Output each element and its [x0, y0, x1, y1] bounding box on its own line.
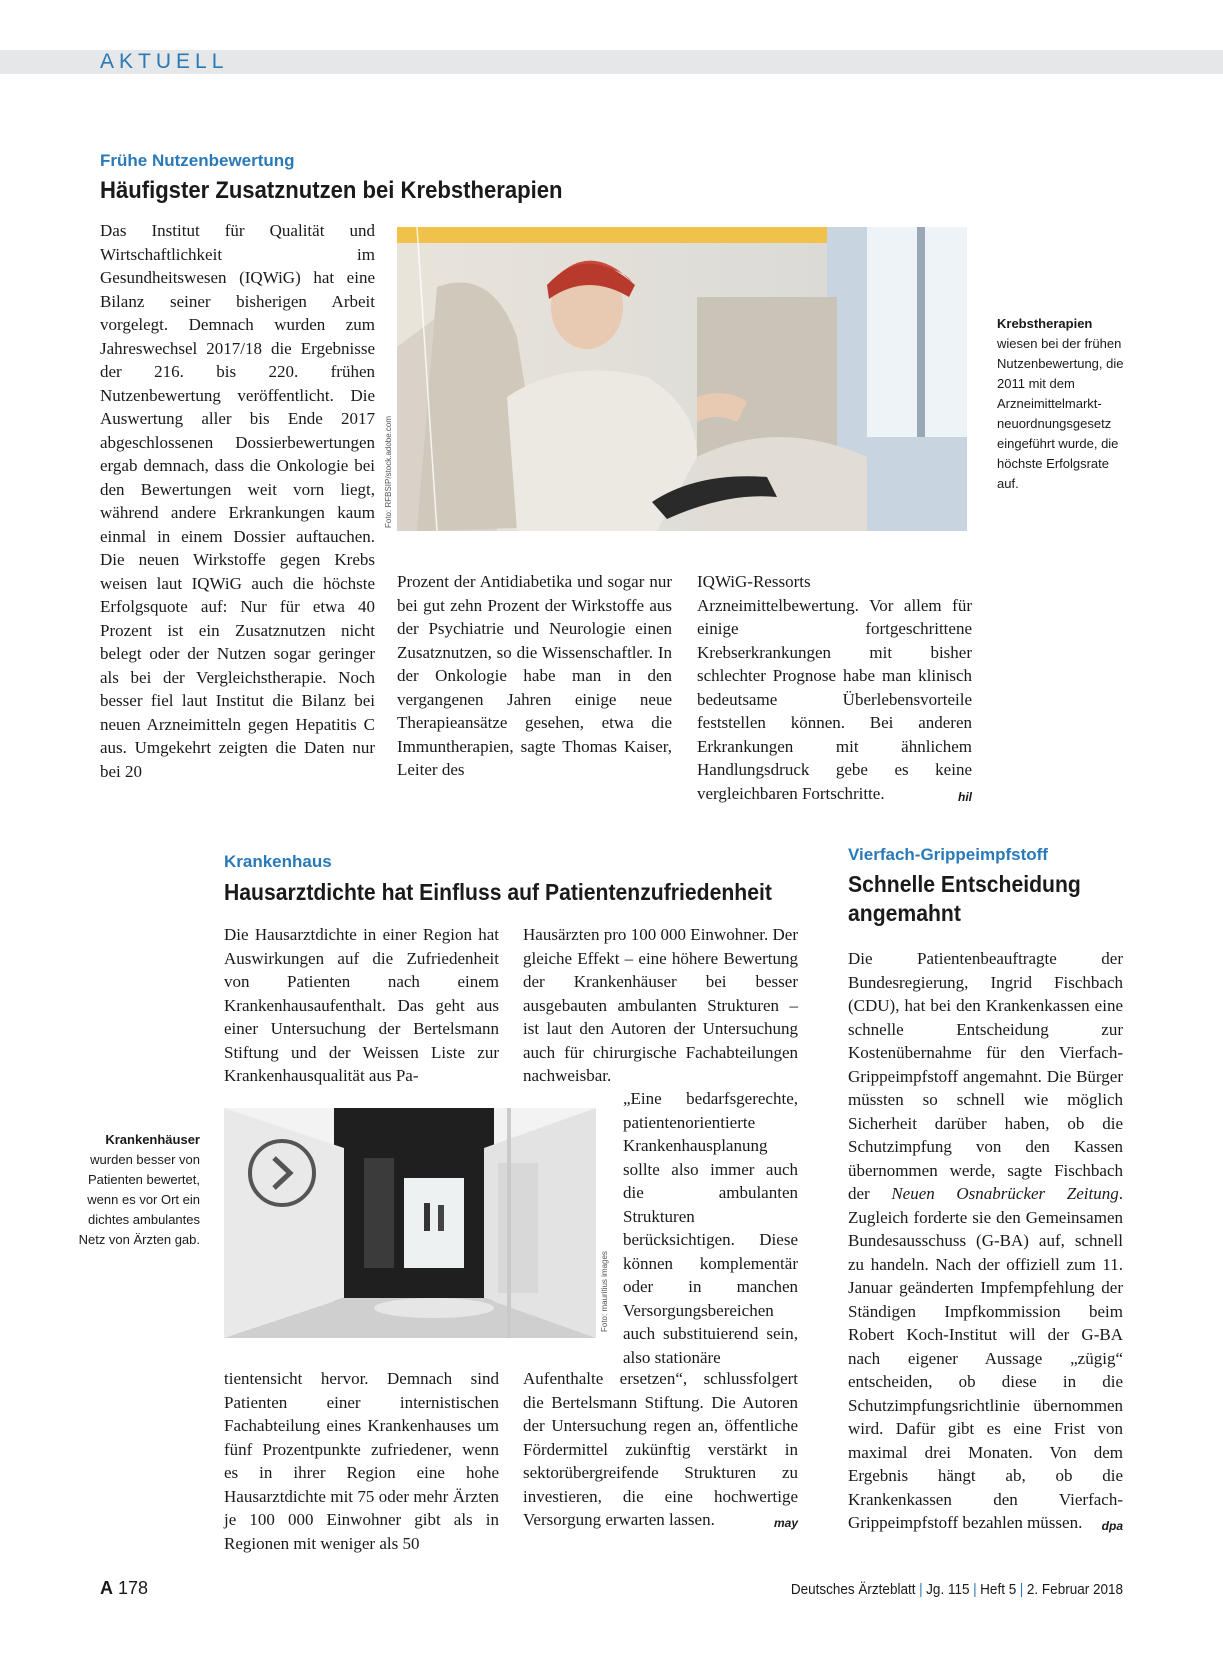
footer-issue: Heft 5 [980, 1581, 1017, 1598]
article2-column-2-bottom [523, 1367, 798, 1532]
article3-body-part2: . Zugleich forderte sie den Gemeinsamen Bundesausschuss (G-BA) auf, schnell zu handeln. Nach der offiziell zum 11. Januar geänderten Impfempfehlung der Ständigen Impfkommission beim Robert Koch-Institut will der G-BA nach eigener Aussage „zügig“ entscheiden, ob diese in die Schutzimpfungsrichtlinie übernommen wird. Dafür gibt es eine Frist von maximal drei Monaten. Von dem Ergebnis hängt ab, ob die Krankenkassen den Vierfach-Grippeimpfstoff bezahlen müssen. [848, 1184, 1123, 1532]
page-number-value: 178 [118, 1578, 149, 1598]
page-number [100, 1578, 148, 1598]
article2-column-1-top: Die Hausarztdichte in einer Region hat Auswirkungen auf die Zufriedenheit von Patienten nach einem Krankenhausaufenthalt. Das geht aus einer Untersuchung der Bertelsmann Stiftung und der Weissen Liste zur Krankenhausqualität aus Pa- [224, 925, 499, 1085]
page-prefix: A [100, 1578, 113, 1598]
footer-separator: | [973, 1581, 977, 1598]
article2-byline: may [773, 1516, 798, 1530]
article2-photo-caption [70, 1130, 200, 1250]
article1-byline: hil [958, 789, 972, 804]
article1-column-3 [697, 570, 972, 805]
article1-column-3-text: IQWiG-Ressorts Arzneimittelbewertung. Vor allem für einige fortgeschrittene Krebserkrankungen mit bisher schlechter Prognose habe man klinisch bedeutsame Überlebensvorteile feststellen können. Bei anderen Erkrankungen mit ähnlichem Handlungsdruck gebe es keine vergleichbaren Fortschritte. [697, 572, 972, 803]
article2-caption-title: Krankenhäuser [105, 1132, 200, 1147]
footer-volume: Jg. 115 [926, 1581, 970, 1598]
article3-byline: dpa [1101, 1519, 1123, 1533]
article3-headline: Schnelle Entscheidung angemahnt [848, 871, 1081, 926]
article1-column-2: Prozent der Antidiabetika und sogar nur bei gut zehn Prozent der Wirkstoffe aus der Psychiatrie und Neurologie einen Zusatznutzen, so die Wissenschaftler. In der Onkologie habe man in den vergangenen Jahren einige neue Therapieansätze gesehen, etwa die Immuntherapien, sagte Thomas Kaiser, Leiter des [397, 572, 672, 779]
footer-publication-info [791, 1580, 1123, 1600]
section-label: AKTUELL [100, 50, 229, 73]
article2-column-1-bottom: tientensicht hervor. Demnach sind Patienten einer internistischen Fachabteilung eines Krankenhauses um fünf Prozentpunkte zufriedener, wenn es in ihrer Region eine hohe Hausarztdichte mit 75 oder mehr Ärzten je 100 000 Einwohner gibt als in Regionen mit weniger als 50 [224, 1369, 499, 1553]
article1-column-1: Das Institut für Qualität und Wirtschaftlichkeit im Gesundheitswesen (IQWiG) hat eine Bilanz seiner bisherigen Arbeit vorgelegt. Demnach wurden zum Jahreswechsel 2017/18 die Ergebnisse der 216. bis 220. frühen Nutzenbewertung veröffentlicht. Die Auswertung aller bis Ende 2017 abgeschlossenen Dossierbewertungen ergab demnach, dass die Onkologie bei den Bewertungen weit vorn liegt, während andere Erkrankungen kaum einmal in einem Dossier auftauchen. Die neuen Wirkstoffe gegen Krebs weisen laut IQWiG auch die höchste Erfolgsquote auf: Nur für etwa 40 Prozent ist ein Zusatznutzen nicht belegt oder der Nutzen sogar geringer als bei der Vergleichstherapie. Noch besser fiel laut Institut die Bilanz bei neuen Arzneimitteln gegen Hepatitis C aus. Umgekehrt zeigten die Daten nur bei 20 [100, 221, 375, 781]
article1-caption-title: Krebstherapien [997, 316, 1093, 331]
article3-body-part1: Die Patientenbeauftragte der Bundesregierung, Ingrid Fischbach (CDU), hat bei den Krankenkassen eine schnelle Entscheidung zur Kostenübernahme für den Vierfach-Grippeimpfstoff angemahnt. Die Bürger müssten so schnell wie möglich Sicherheit darüber haben, ob die Schutzimpfung von den Kassen übernommen werde, sagte Fischbach der [848, 949, 1123, 1203]
article1-photo-caption [997, 314, 1127, 494]
article1-headline: Häufigster Zusatznutzen bei Krebstherapien [100, 177, 563, 204]
article3-kicker: Vierfach-Grippeimpfstoff [848, 845, 1048, 864]
footer-date: 2. Februar 2018 [1026, 1581, 1123, 1598]
article2-kicker: Krankenhaus [224, 852, 332, 871]
article1-photo-credit: Foto: RFBSIP/stock.adobe.com [384, 415, 393, 528]
article2-column-2-bottom-wrapper [523, 1367, 798, 1536]
article1-column-3-wrapper [697, 570, 972, 809]
footer-journal: Deutsches Ärzteblatt [790, 1581, 916, 1598]
article2-column-2-wrap: „Eine bedarfsgerechte, patientenorientierte Krankenhausplanung sollte also immer auch die ambulanten Strukturen berücksichtigen. Diese können komplementär oder in manchen Versorgungsbereichen auch substituierend sein, also stationäre [623, 1089, 798, 1367]
article3-body-wrapper [848, 947, 1123, 1539]
footer-separator: | [1019, 1581, 1024, 1598]
article2-column-2-bottom-text: Aufenthalte ersetzen“, schlussfolgert die Bertelsmann Stiftung. Die Autoren der Untersuchung regen an, öffentliche Fördermittel zukünftig verstärkt in sektorübergreifende Strukturen zu investieren, die eine hochwertige Versorgung erwarten lassen. [523, 1369, 798, 1529]
article2-column-2-top: Hausärzten pro 100 000 Einwohner. Der gleiche Effekt – eine höhere Bewertung der Krankenhäuser bei besser ausgebauten ambulanten Strukturen – ist laut den Autoren der Untersuchung auch für chirurgische Fachabteilungen nachweisbar. [523, 925, 798, 1085]
hospital-corridor-photo [224, 1108, 596, 1338]
article2-caption-text: wurden besser von Patienten bewertet, wenn es vor Ort ein dichtes ambulantes Netz von Ärzten gab. [78, 1152, 200, 1247]
article1-kicker: Frühe Nutzenbewertung [100, 151, 295, 170]
article1-caption-text: wiesen bei der frühen Nutzenbewertung, die 2011 mit dem Arzneimittelmarktneuordnungsgesetz eingeführt wurde, die höchste Erfolgsrate auf. [997, 336, 1124, 491]
article2-headline: Hausarztdichte hat Einfluss auf Patientenzufriedenheit [224, 879, 772, 905]
article2-photo-credit: Foto: mauritius images [600, 1251, 609, 1332]
article3-body [848, 947, 1123, 1535]
chemotherapy-photo [397, 227, 967, 531]
article3-body-newspaper: Neuen Osnabrücker Zeitung [891, 1184, 1119, 1203]
footer-separator: | [919, 1581, 923, 1598]
